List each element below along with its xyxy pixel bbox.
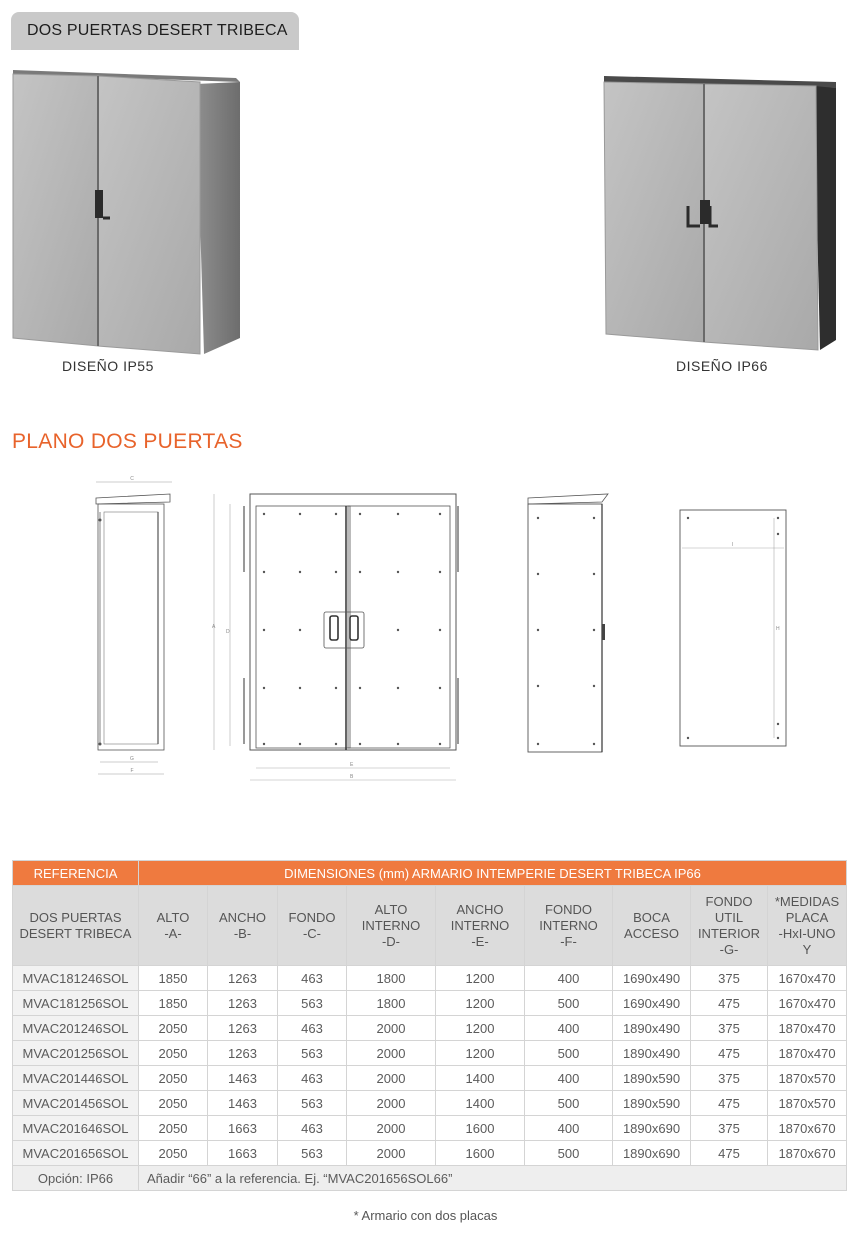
value-cell: 1400	[436, 1066, 525, 1091]
col-header: ANCHO -B-	[208, 886, 278, 966]
value-cell: 1670x470	[768, 966, 847, 991]
value-cell: 2050	[139, 1116, 208, 1141]
value-cell: 2050	[139, 1041, 208, 1066]
page-title: DOS PUERTAS DESERT TRIBECA	[11, 12, 299, 50]
value-cell: 1890x690	[613, 1141, 691, 1166]
value-cell: 1800	[347, 991, 436, 1016]
value-cell: 2000	[347, 1091, 436, 1116]
value-cell: 2050	[139, 1141, 208, 1166]
column-header-row	[13, 886, 847, 966]
value-cell: 500	[525, 1041, 613, 1066]
value-cell: 1663	[208, 1141, 278, 1166]
value-cell: 463	[278, 966, 347, 991]
header-referencia: REFERENCIA	[13, 861, 139, 886]
value-cell: 463	[278, 1016, 347, 1041]
reference-cell: MVAC201656SOL	[13, 1141, 139, 1166]
value-cell: 1890x490	[613, 1041, 691, 1066]
col-header: FONDO UTIL INTERIOR -G-	[691, 886, 768, 966]
value-cell: 400	[525, 966, 613, 991]
plate-label-width: I	[732, 542, 734, 548]
table-row	[13, 1066, 847, 1091]
col-header: ALTO INTERNO -D-	[347, 886, 436, 966]
reference-cell: MVAC201446SOL	[13, 1066, 139, 1091]
value-cell: 1263	[208, 1041, 278, 1066]
value-cell: 563	[278, 1091, 347, 1116]
option-text: Añadir “66” a la referencia. Ej. “MVAC201656SOL66”	[139, 1166, 847, 1191]
value-cell: 375	[691, 1066, 768, 1091]
table-row	[13, 1091, 847, 1116]
value-cell: 475	[691, 991, 768, 1016]
value-cell: 563	[278, 1141, 347, 1166]
option-label: Opción: IP66	[13, 1166, 139, 1191]
value-cell: 375	[691, 1016, 768, 1041]
value-cell: 500	[525, 1141, 613, 1166]
value-cell: 2000	[347, 1066, 436, 1091]
table-row	[13, 991, 847, 1016]
reference-cell: MVAC201456SOL	[13, 1091, 139, 1116]
value-cell: 1690x490	[613, 991, 691, 1016]
value-cell: 1890x690	[613, 1116, 691, 1141]
value-cell: 1890x590	[613, 1066, 691, 1091]
value-cell: 1850	[139, 966, 208, 991]
value-cell: 2050	[139, 1066, 208, 1091]
col-header: ALTO -A-	[139, 886, 208, 966]
value-cell: 1870x570	[768, 1091, 847, 1116]
value-cell: 1400	[436, 1091, 525, 1116]
value-cell: 1463	[208, 1066, 278, 1091]
value-cell: 1200	[436, 1016, 525, 1041]
value-cell: 500	[525, 991, 613, 1016]
value-cell: 1870x570	[768, 1066, 847, 1091]
value-cell: 475	[691, 1041, 768, 1066]
value-cell: 2000	[347, 1041, 436, 1066]
value-cell: 1890x590	[613, 1091, 691, 1116]
side-label-top: C	[130, 476, 134, 482]
plate-label-height: H	[776, 626, 780, 632]
value-cell: 2000	[347, 1141, 436, 1166]
front-label-height-inner: D	[226, 629, 230, 635]
value-cell: 1663	[208, 1116, 278, 1141]
front-label-width-inner: E	[350, 762, 354, 768]
value-cell: 2050	[139, 1016, 208, 1041]
value-cell: 1200	[436, 1041, 525, 1066]
value-cell: 1463	[208, 1091, 278, 1116]
col-header: *MEDIDAS PLACA -HxI-UNO Y	[768, 886, 847, 966]
header-dimensiones: DIMENSIONES (mm) ARMARIO INTEMPERIE DESERT TRIBECA IP66	[139, 861, 847, 886]
cabinet-ip66-image	[598, 70, 843, 355]
value-cell: 475	[691, 1091, 768, 1116]
front-label-width-outer: B	[350, 774, 354, 780]
col-header: BOCA ACCESO	[613, 886, 691, 966]
value-cell: 375	[691, 1116, 768, 1141]
value-cell: 1800	[347, 966, 436, 991]
value-cell: 1600	[436, 1141, 525, 1166]
col-header: ANCHO INTERNO -E-	[436, 886, 525, 966]
value-cell: 400	[525, 1016, 613, 1041]
section-title-plan: PLANO DOS PUERTAS	[12, 430, 243, 453]
value-cell: 1870x670	[768, 1141, 847, 1166]
cabinet-ip55-image	[8, 60, 248, 360]
reference-cell: MVAC181256SOL	[13, 991, 139, 1016]
col-header: DOS PUERTAS DESERT TRIBECA	[13, 886, 139, 966]
value-cell: 1600	[436, 1116, 525, 1141]
mounting-plate-drawing	[676, 506, 792, 752]
table-row	[13, 1116, 847, 1141]
value-cell: 1690x490	[613, 966, 691, 991]
value-cell: 563	[278, 1041, 347, 1066]
value-cell: 1850	[139, 991, 208, 1016]
footnote: * Armario con dos placas	[353, 1208, 498, 1223]
value-cell: 2000	[347, 1116, 436, 1141]
value-cell: 400	[525, 1066, 613, 1091]
side-label-mid: G	[130, 756, 134, 762]
value-cell: 1890x490	[613, 1016, 691, 1041]
dimensions-table	[12, 860, 847, 1191]
side-panel-drawing	[522, 488, 612, 758]
value-cell: 2050	[139, 1091, 208, 1116]
col-header: FONDO INTERNO -F-	[525, 886, 613, 966]
reference-cell: MVAC201256SOL	[13, 1041, 139, 1066]
value-cell: 500	[525, 1091, 613, 1116]
value-cell: 1870x470	[768, 1041, 847, 1066]
side-view-drawing	[88, 476, 188, 786]
caption-ip66: DISEÑO IP66	[676, 358, 768, 374]
table-row	[13, 1141, 847, 1166]
value-cell: 475	[691, 1141, 768, 1166]
front-view-drawing	[208, 488, 470, 788]
value-cell: 563	[278, 991, 347, 1016]
table-body	[13, 966, 847, 1191]
reference-cell: MVAC201646SOL	[13, 1116, 139, 1141]
front-label-height-outer: A	[212, 624, 216, 630]
value-cell: 1670x470	[768, 991, 847, 1016]
caption-ip55: DISEÑO IP55	[62, 358, 154, 374]
side-label-bottom: F	[130, 768, 134, 774]
option-row	[13, 1166, 847, 1191]
value-cell: 1263	[208, 1016, 278, 1041]
value-cell: 1200	[436, 966, 525, 991]
value-cell: 375	[691, 966, 768, 991]
value-cell: 1870x670	[768, 1116, 847, 1141]
value-cell: 1200	[436, 991, 525, 1016]
value-cell: 463	[278, 1116, 347, 1141]
value-cell: 2000	[347, 1016, 436, 1041]
value-cell: 400	[525, 1116, 613, 1141]
col-header: FONDO -C-	[278, 886, 347, 966]
table-row	[13, 1016, 847, 1041]
table-row	[13, 966, 847, 991]
value-cell: 1263	[208, 966, 278, 991]
reference-cell: MVAC201246SOL	[13, 1016, 139, 1041]
reference-cell: MVAC181246SOL	[13, 966, 139, 991]
value-cell: 1263	[208, 991, 278, 1016]
value-cell: 463	[278, 1066, 347, 1091]
table-row	[13, 1041, 847, 1066]
value-cell: 1870x470	[768, 1016, 847, 1041]
